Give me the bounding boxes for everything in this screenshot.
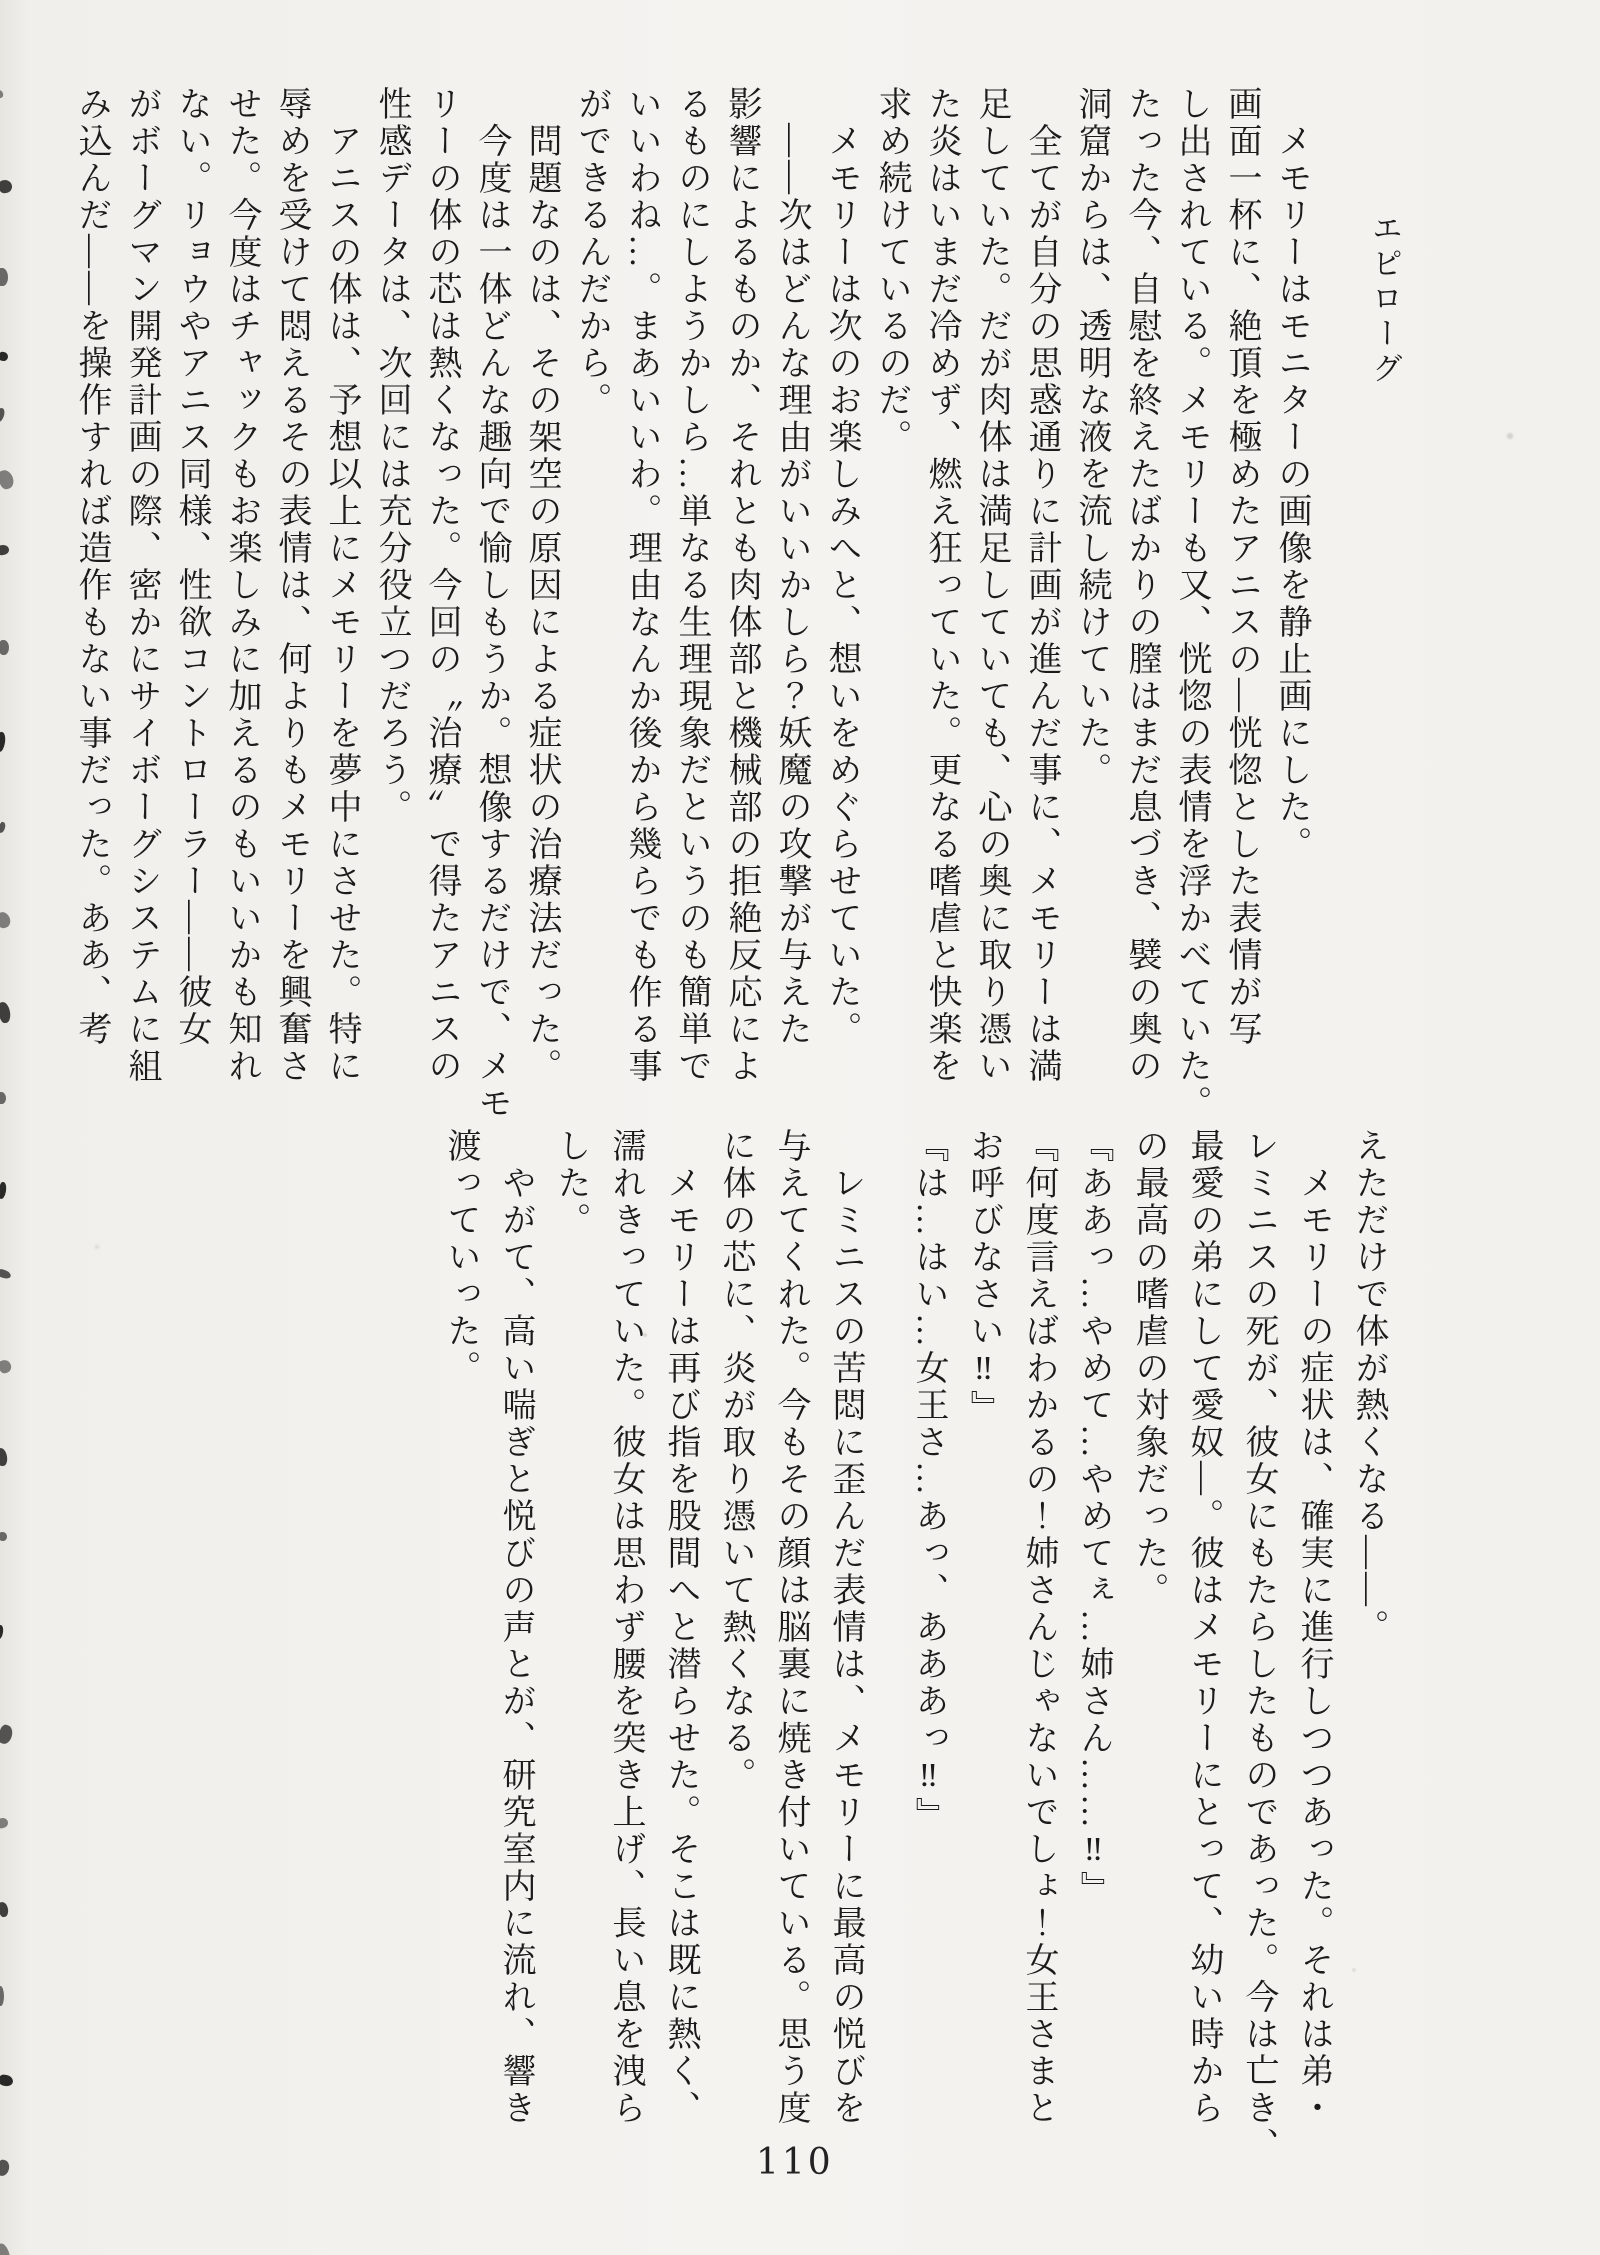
text-column: 『何度言えばわかるの！姉さんじゃないでしょ！女王さまと (1020, 1128, 1057, 2127)
text-column: アニスの体は、予想以上にメモリーを夢中にさせた。特に (323, 123, 360, 1085)
binding-mark (0, 1358, 13, 1374)
text-column: るものにしようかしら…単なる生理現象だというのも簡単で (673, 86, 710, 1085)
binding-mark (0, 1447, 8, 1466)
text-column: ができるんだから。 (573, 86, 610, 419)
page-title: エピローグ (1367, 212, 1402, 387)
binding-mark (0, 544, 10, 556)
text-column: レミニスの苦悶に歪んだ表情は、メモリーに最高の悦びを (827, 1165, 864, 2127)
text-column: に体の芯に、炎が取り憑いて熱くなる。 (717, 1128, 754, 1794)
text-column: 洞窟からは、透明な液を流し続けていた。 (1073, 86, 1110, 789)
text-column: たった今、自慰を終えたばかりの膣はまだ息づき、襞の奥の (1123, 86, 1160, 1085)
binding-mark (0, 268, 8, 286)
text-column: メモリーは次のお楽しみへと、想いをめぐらせていた。 (823, 123, 860, 1048)
text-column: やがて、高い喘ぎと悦びの声とが、研究室内に流れ、響き (497, 1165, 534, 2127)
text-column: レミニスの死が、彼女にもたらしたものであった。今は亡き、 (1240, 1128, 1277, 2164)
text-column: いいわね…。まあいいわ。理由なんか後から幾らでも作る事 (623, 86, 660, 1085)
text-column: お呼びなさい‼』 (965, 1128, 1002, 1427)
binding-mark (0, 1268, 12, 1280)
text-column: ――次はどんな理由がいいかしら？妖魔の攻撃が与えた (773, 123, 810, 1048)
binding-mark (0, 910, 12, 929)
binding-mark (0, 1092, 6, 1104)
binding-mark (0, 1901, 9, 1917)
bottom-text-band (442, 1128, 1387, 2164)
text-column: の最高の嗜虐の対象だった。 (1130, 1128, 1167, 1609)
text-column: 最愛の弟にして愛奴―。彼はメモリーにとって、幼い時から (1185, 1128, 1222, 2127)
binding-mark (0, 821, 7, 833)
binding-mark (0, 351, 9, 361)
text-column: 求め続けているのだ。 (873, 86, 910, 456)
binding-mark (0, 1817, 9, 1830)
text-column: 全てが自分の思惑通りに計画が進んだ事に、メモリーは満 (1023, 123, 1060, 1085)
binding-mark (0, 407, 6, 422)
top-text-band (73, 86, 1310, 1122)
binding-mark (0, 1986, 4, 2006)
text-column: 濡れきっていた。彼女は思わず腰を突き上げ、長い息を洩ら (607, 1128, 644, 2127)
text-column: 『ああっ…やめて…やめてぇ…姉さん……‼』 (1075, 1128, 1112, 1908)
text-column: 性感データは、次回には充分役立つだろう。 (373, 86, 410, 826)
binding-mark (0, 89, 4, 98)
binding-mark (0, 468, 16, 490)
text-column: た炎はいまだ冷めず、燃え狂っていた。更なる嗜虐と快楽を (923, 86, 960, 1085)
text-column: がボーグマン開発計画の際、密かにサイボーグシステムに組 (123, 86, 160, 1085)
text-column: した。 (552, 1128, 589, 1239)
text-column: 足していた。だが肉体は満足していても、心の奥に取り憑い (973, 86, 1010, 1085)
binding-mark (0, 1532, 7, 1541)
text-column: 与えてくれた。今もその顔は脳裏に焼き付いている。思う度 (772, 1128, 809, 2127)
text-column: えただけで体が熱くなる――。 (1350, 1128, 1387, 1646)
page-number: 110 (756, 2142, 834, 2183)
text-column: メモリーの症状は、確実に進行しつつあった。それは弟・ (1295, 1165, 1332, 2127)
binding-mark (0, 2159, 11, 2178)
binding-mark (0, 1001, 12, 1023)
text-column: 問題なのは、その架空の原因による症状の治療法だった。 (523, 123, 560, 1085)
text-column: 影響によるものか、それとも肉体部と機械部の拒絶反応によ (723, 86, 760, 1085)
text-column: み込んだ――を操作すれば造作もない事だった。ああ、考 (73, 86, 110, 1048)
binding-edge-artifacts (0, 0, 26, 2255)
text-column: 『は…はい…女王さ…あっ、あああっ‼』 (910, 1128, 947, 1834)
text-column: メモリーは再び指を股間へと潜らせた。そこは既に熱く、 (662, 1165, 699, 2127)
text-column: し出されている。メモリーも又、恍惚の表情を浮かべていた。 (1173, 86, 1210, 1122)
text-column: 辱めを受けて悶えるその表情は、何よりもメモリーを興奮さ (273, 86, 310, 1085)
text-column: 今度は一体どんな趣向で愉しもうか。想像するだけで、メモ (473, 123, 510, 1122)
binding-mark (0, 2242, 12, 2255)
binding-mark (0, 640, 9, 655)
binding-mark (0, 1625, 4, 1640)
binding-mark (0, 2074, 14, 2087)
text-column: メモリーはモニターの画像を静止画にした。 (1273, 123, 1310, 863)
binding-mark (0, 179, 13, 194)
text-column: リーの体の芯は熱くなった。今回の〝治療〟で得たアニスの (423, 86, 460, 1085)
text-column: 画面一杯に、絶頂を極めたアニスの―恍惚とした表情が写 (1223, 86, 1260, 1048)
text-column: せた。今度はチャックもお楽しみに加えるのもいいかも知れ (223, 86, 260, 1085)
text-column: 渡っていった。 (442, 1128, 479, 1387)
binding-mark (0, 1723, 15, 1745)
text-column: ない。リョウやアニス同様、性欲コントローラー――彼女 (173, 86, 210, 1048)
binding-mark (0, 1182, 7, 1200)
binding-mark (0, 731, 7, 752)
